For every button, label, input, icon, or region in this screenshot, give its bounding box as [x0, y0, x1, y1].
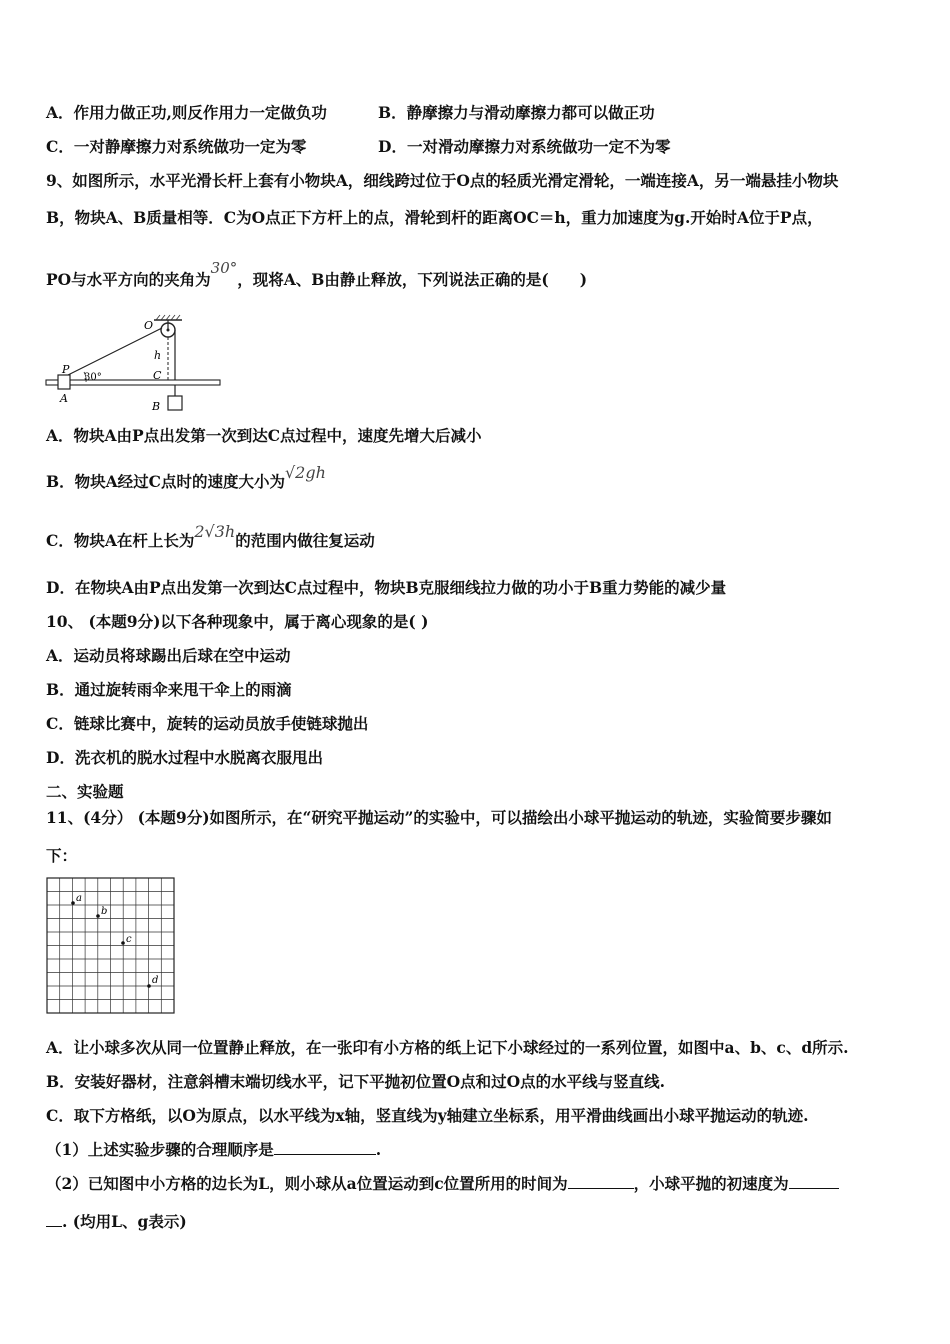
q10-option-c: C．链球比赛中，旋转的运动员放手使链球抛出: [46, 714, 369, 733]
answer-blank-3-cont[interactable]: [46, 1212, 62, 1227]
q9-option-c-formula: 2√3h: [194, 522, 236, 541]
q9-stem-line3-post: ，现将A、B由静止释放，下列说法正确的是( ): [237, 270, 588, 289]
q9-stem-line2: B，物块A、B质量相等．C为O点正下方杆上的点，滑轮到杆的距离OC＝h，重力加速度为g.开始时A位于P点，: [46, 208, 823, 227]
q9-option-c: [46, 522, 375, 551]
answer-blank-3[interactable]: [789, 1174, 839, 1189]
figure-label-p: P: [62, 363, 70, 376]
grid-point-c: [121, 941, 125, 945]
q11-sub2-mid: ，小球平抛的初速度为: [633, 1174, 789, 1193]
q11-stem-line2: 下：: [46, 846, 78, 865]
q9-stem-line3-pre: PO与水平方向的夹角为: [46, 270, 211, 289]
q11-sub2-text: （2）已知图中小方格的边长为L，则小球从a位置运动到c位置所用的时间为: [46, 1174, 568, 1193]
q9-option-c-text: C．物块A在杆上长为: [46, 531, 195, 550]
grid-point-d: [147, 984, 151, 988]
q11-sub1: [46, 1140, 381, 1160]
grid-label-c: c: [126, 934, 132, 945]
q9-option-d: D．在物块A由P点出发第一次到达C点过程中，物块B克服细线拉力做的功小于B重力势能的减少量: [46, 578, 727, 597]
q9-option-a: A．物块A由P点出发第一次到达C点过程中，速度先增大后减小: [46, 426, 482, 445]
q11-sub2: [46, 1174, 839, 1194]
figure-label-c: C: [153, 369, 162, 382]
q11-sub1-end: .: [375, 1140, 382, 1159]
answer-blank-2[interactable]: [568, 1174, 634, 1189]
q9-option-b-formula: √2gh: [284, 463, 326, 482]
q11-sub1-text: （1）上述实验步骤的合理顺序是: [46, 1140, 274, 1159]
q11-step-a: A．让小球多次从同一位置静止释放，在一张印有小方格的纸上记下小球经过的一系列位置，如图中a、b、c、d所示.: [46, 1038, 849, 1057]
section-title: 二、实验题: [46, 782, 124, 801]
figure-label-h: h: [154, 349, 162, 362]
q9-stem-line1: 9、如图所示，水平光滑长杆上套有小物块A，细线跨过位于O点的轻质光滑定滑轮，一端连接A，另一端悬挂小物块: [46, 171, 839, 190]
q9-option-c-suffix: 的范围内做往复运动: [235, 531, 375, 550]
horizontal-rod: [46, 380, 220, 385]
q9-angle-formula: 30°: [210, 259, 238, 277]
q10-option-b: B．通过旋转雨伞来甩干伞上的雨滴: [46, 680, 292, 699]
q10-option-a: A．运动员将球踢出后球在空中运动: [46, 646, 291, 665]
grid-label-d: d: [152, 975, 159, 986]
q9-option-b-text: B．物块A经过C点时的速度大小为: [46, 472, 285, 491]
answer-blank-1[interactable]: [274, 1140, 376, 1155]
q8-option-d: D．一对滑动摩擦力对系统做功一定不为零: [378, 137, 671, 156]
grid-label-b: b: [101, 906, 108, 917]
q10-option-d: D．洗衣机的脱水过程中水脱离衣服甩出: [46, 748, 323, 767]
figure-label-b: B: [152, 400, 161, 413]
grid-point-b: [96, 914, 100, 918]
figure-label-angle: 30°: [84, 372, 102, 383]
q8-option-b: B．静摩擦力与滑动摩擦力都可以做正功: [378, 103, 655, 122]
q11-step-c: C．取下方格纸，以O为原点，以水平线为x轴，竖直线为y轴建立坐标系，用平滑曲线画出小球平抛运动的轨迹.: [46, 1106, 809, 1125]
grid-point-a: [71, 901, 75, 905]
block-a: [58, 375, 70, 389]
q10-stem: 10、 (本题9分)以下各种现象中，属于离心现象的是( ): [46, 612, 429, 631]
figure-label-a: A: [60, 392, 68, 405]
q11-stem-line1: 11、(4分） (本题9分)如图所示，在“研究平抛运动”的实验中，可以描绘出小球平抛运动的轨迹，实验简要步骤如: [46, 808, 832, 827]
block-b: [168, 396, 182, 410]
q11-sub2-end: . (均用L、g表示): [62, 1212, 187, 1231]
figure-label-o: O: [144, 319, 154, 332]
q9-pulley-figure: [44, 312, 234, 418]
grid-label-a: a: [76, 893, 82, 904]
q11-sub2-cont: [46, 1212, 187, 1232]
q11-grid-figure: [46, 877, 176, 1015]
q8-option-a: A．作用力做正功,则反作用力一定做负功: [46, 103, 327, 122]
q11-step-b: B．安装好器材，注意斜槽末端切线水平，记下平抛初位置O点和过O点的水平线与竖直线.: [46, 1072, 666, 1091]
q9-option-b: [46, 463, 326, 492]
q8-option-c: C．一对静摩擦力对系统做功一定为零: [46, 137, 307, 156]
q9-stem-line3: [46, 259, 588, 290]
